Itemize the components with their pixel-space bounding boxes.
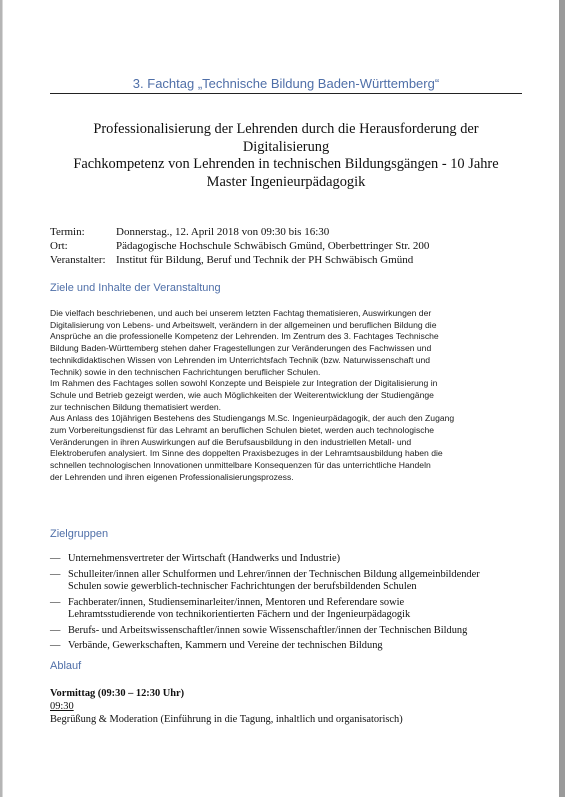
schedule-time: 09:30 — [50, 701, 74, 712]
title-line-4: Master Ingenieurpädagogik — [206, 173, 366, 190]
dash-bullet: — — [50, 553, 61, 564]
section-heading-groups: Zielgruppen — [50, 528, 109, 540]
page-shadow — [559, 0, 565, 797]
list-item — [50, 569, 530, 593]
list-item-text: Schulleiter/innen aller Schulformen und Lehrer/innen der Technischen Bildung allgemeinbildender — [68, 568, 480, 580]
title-line-1: Professionalisierung der Lehrenden durch die Herausforderung der — [93, 121, 479, 137]
header-rule — [50, 93, 522, 94]
target-groups-list — [50, 553, 530, 656]
goals-line: Digitalisierung von Lebens- und Arbeitswelt, verändern in der allgemeinen und beruflichen Bildung die — [50, 319, 437, 330]
goals-line: Ansprüche an die professionelle Kompetenz der Lehrenden. Im Zentrum des 3. Fachtages Technische — [50, 331, 439, 342]
goals-line: Veränderungen in ihren Auswirkungen auf die Berufsausbildung in den industriellen Metall- und — [50, 436, 412, 447]
goals-line: schnellen technologischen Innovationen unmittelbare Konsequenzen für das unterrichtliche Handeln — [50, 460, 431, 471]
goals-line: Elektroberufen analysiert. Im Sinne des doppelten Praxisbezuges in der Lehramtsausbildung haben die — [50, 448, 443, 459]
list-item — [50, 553, 530, 565]
dash-bullet: — — [50, 596, 61, 608]
goals-line: der Lehrenden und ihren eigenen Professionalisierungsprozess. — [50, 471, 294, 482]
title-line-3: Fachkompetenz von Lehrenden in technischen Bildungsgängen - 10 Jahre — [73, 156, 499, 172]
goals-line: Aus Anlass des 10jährigen Bestehens des Studiengangs M.Sc. Ingenieurpädagogik, der auch den Zugang — [50, 413, 455, 424]
list-item-text: Fachberater/innen, Studienseminarleiter/innen, Mentoren und Referendare sowie — [68, 596, 405, 608]
list-item-text-cont: Lehramtsstudierende von technikorientierten Fächern und der Ingenieurpädagogik — [68, 608, 411, 620]
dash-bullet: — — [50, 624, 61, 636]
list-item-text: Berufs- und Arbeitswissenschaftler/innen sowie Wissenschaftler/innen der Technischen Bildung — [68, 624, 468, 636]
schedule-block-title: Vormittag (09:30 – 12:30 Uhr) — [50, 688, 185, 699]
list-item — [50, 597, 530, 621]
dash-bullet: — — [50, 640, 61, 652]
goals-line: Bildung Baden-Württemberg stehen daher Fragestellungen zur Veränderungen des Fachwissen und — [50, 343, 432, 354]
list-item-text-cont: Schulen sowie gewerblich-technischer Fachrichtungen der berufsbildenden Schulen — [68, 580, 417, 592]
goals-line: Schule und Betrieb gezeigt werden, wie auch Möglichkeiten der Weiterentwicklung der Studiengänge — [50, 389, 434, 400]
goals-line: zum Vorbereitungsdienst für das Lehramt an beruflichen Schulen bietet, werden auch technologische — [50, 425, 435, 436]
goals-paragraph — [50, 308, 524, 484]
meta-value: Pädagogische Hochschule Schwäbisch Gmünd, Oberbettringer Str. 200 — [116, 240, 430, 252]
schedule-item: Begrüßung & Moderation (Einführung in die Tagung, inhaltlich und organisatorisch) — [50, 714, 403, 725]
section-heading-schedule: Ablauf — [50, 660, 82, 672]
meta-label: Termin: — [50, 226, 85, 238]
meta-label: Ort: — [50, 240, 68, 252]
section-heading-goals: Ziele und Inhalte der Veranstaltung — [50, 282, 221, 294]
list-item — [50, 625, 530, 637]
document-title — [50, 121, 522, 191]
list-item-text: Unternehmensvertreter der Wirtschaft (Handwerks und Industrie) — [68, 553, 341, 564]
document-header: 3. Fachtag „Technische Bildung Baden-Württemberg“ — [132, 76, 440, 91]
goals-line: Die vielfach beschriebenen, und auch bei unserem letzten Fachtag thematisieren, Auswirkungen der — [50, 308, 432, 318]
goals-line: Technik) sowie in den technischen Fachrichtungen beruflicher Schulen. — [50, 366, 321, 377]
goals-line: Im Rahmen des Fachtages sollen sowohl Konzepte und Beispiele zur Integration der Digitalisierung in — [50, 378, 438, 389]
meta-value: Donnerstag., 12. April 2018 von 09:30 bis 16:30 — [116, 226, 330, 238]
goals-line: technikdidaktischen Wissen von Lehrenden im Unterrichtsfach Technik (bzw. Naturwissenschaft und — [50, 354, 431, 365]
meta-value: Institut für Bildung, Beruf und Technik der PH Schwäbisch Gmünd — [116, 254, 414, 266]
goals-line: zur technischen Bildung thematisiert werden. — [50, 401, 222, 412]
list-item — [50, 640, 530, 652]
meta-label: Veranstalter: — [50, 254, 106, 266]
list-item-text: Verbände, Gewerkschaften, Kammern und Vereine der technischen Bildung — [68, 640, 383, 652]
dash-bullet: — — [50, 568, 61, 580]
title-line-2: Digitalisierung — [242, 138, 330, 155]
